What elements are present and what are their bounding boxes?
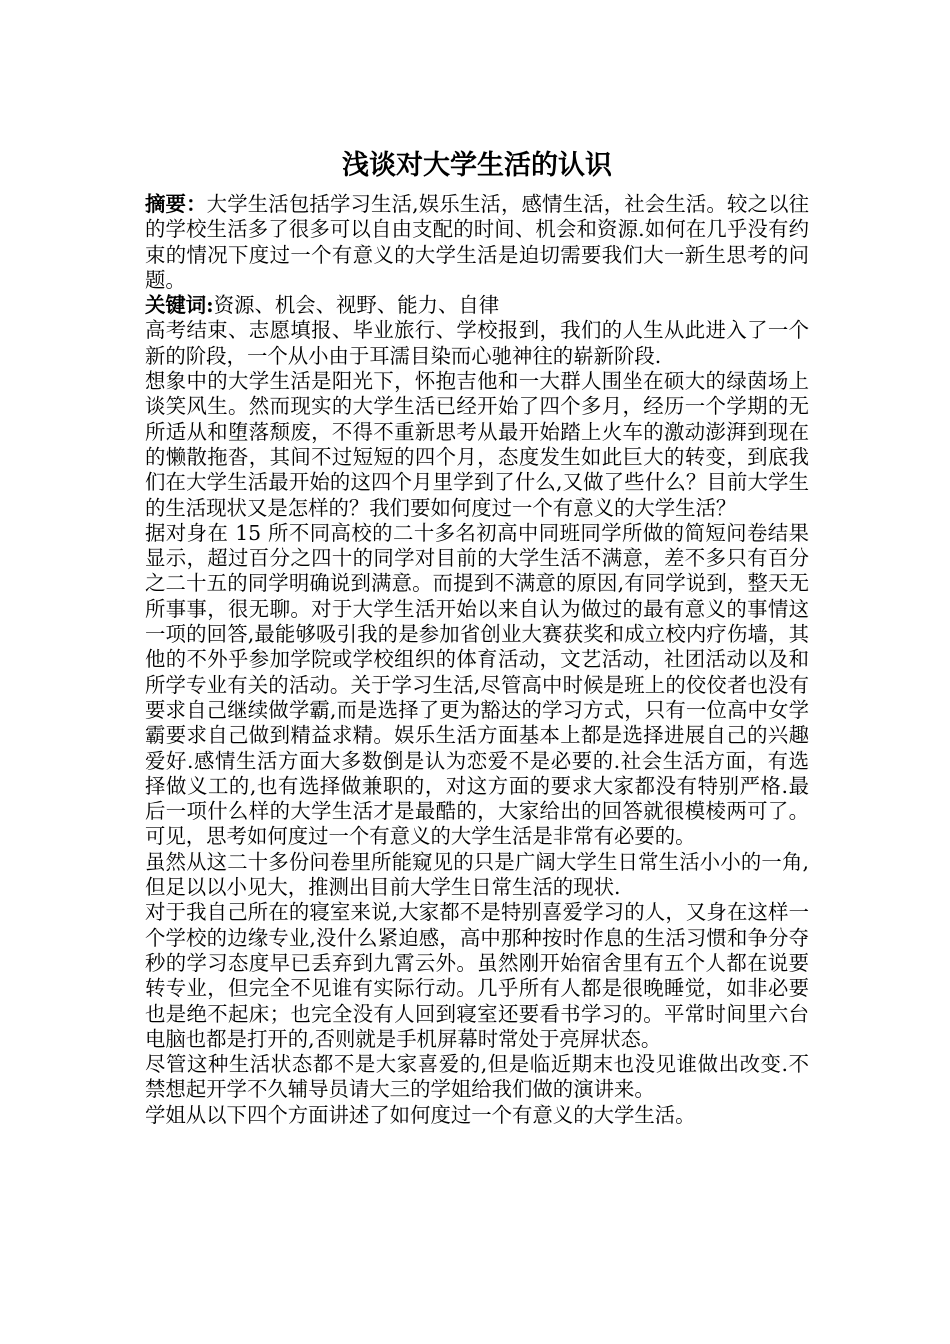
keywords-paragraph	[145, 293, 809, 318]
body-paragraph: 对于我自己所在的寝室来说,大家都不是特别喜爱学习的人，又身在这样一个学校的边缘专业,没什么紧迫感，高中那种按时作息的生活习惯和争分夺秒的学习态度早已丢弃到九霄云外。虽然刚开始宿舍里有五个人都在说要转专业，但完全不见谁有实际行动。几乎所有人都是很晚睡觉，如非必要也是绝不起床；也完全没有人回到寝室还要看书学习的。平常时间里六台电脑也都是打开的,否则就是手机屏幕时常处于亮屏状态。	[145, 900, 809, 1051]
body-paragraph: 虽然从这二十多份问卷里所能窥见的只是广阔大学生日常生活小小的一角,但足以以小见大，推测出目前大学生日常生活的现状.	[145, 849, 809, 900]
body-paragraph: 学姐从以下四个方面讲述了如何度过一个有意义的大学生活。	[145, 1102, 696, 1127]
abstract-text: 大学生活包括学习生活,娱乐生活，感情生活，社会生活。较之以往的学校生活多了很多可以自由支配的时间、机会和资源.如何在几乎没有约束的情况下度过一个有意义的大学生活是迫切需要我们大一新生思考的问题。	[145, 192, 810, 292]
abstract-paragraph	[145, 192, 809, 293]
body-paragraph: 想象中的大学生活是阳光下，怀抱吉他和一大群人围坐在硕大的绿茵场上谈笑风生。然而现实的大学生活已经开始了四个多月，经历一个学期的无所适从和堕落颓废，不得不重新思考从最开始踏上火车的激动澎湃到现在的懒散拖沓，其间不过短短的四个月，态度发生如此巨大的转变，到底我们在大学生活最开始的这四个月里学到了什么,又做了些什么？目前大学生的生活现状又是怎样的？我们要如何度过一个有意义的大学生活？	[145, 369, 809, 520]
body-paragraph: 据对身在 15 所不同高校的二十多名初高中同班同学所做的简短问卷结果显示，超过百分之四十的同学对目前的大学生活不满意，差不多只有百分之二十五的同学明确说到满意。而提到不满意的原因,有同学说到，整天无所事事，很无聊。对于大学生活开始以来自认为做过的最有意义的事情这一项的回答,最能够吸引我的是参加省创业大赛获奖和成立校内疗伤墙，其他的不外乎参加学院或学校组织的体育活动，文艺活动，社团活动以及和所学专业有关的活动。关于学习生活,尽管高中时候是班上的佼佼者也没有要求自己继续做学霸,而是选择了更为豁达的学习方式，只有一位高中女学霸要求自己做到精益求精。娱乐生活方面基本上都是选择进展自己的兴趣爱好.感情生活方面大多数倒是认为恋爱不是必要的.社会生活方面，有选择做义工的,也有选择做兼职的，对这方面的要求大家都没有特别严格.最后一项什么样的大学生活才是最酷的，大家给出的回答就很模棱两可了。可见，思考如何度过一个有意义的大学生活是非常有必要的。	[145, 520, 809, 849]
document-body	[145, 146, 809, 1128]
body-paragraph: 尽管这种生活状态都不是大家喜爱的,但是临近期末也没见谁做出改变.不禁想起开学不久辅导员请大三的学姐给我们做的演讲来。	[145, 1052, 809, 1102]
body-paragraph: 高考结束、志愿填报、毕业旅行、学校报到，我们的人生从此进入了一个新的阶段，一个从小由于耳濡目染而心驰神往的崭新阶段.	[145, 318, 809, 368]
abstract-label: 摘要：	[145, 192, 207, 216]
document-title: 浅谈对大学生活的认识	[342, 150, 612, 181]
keywords-text: 资源、机会、视野、能力、自律	[213, 293, 500, 318]
keywords-label: 关键词:	[145, 293, 214, 318]
